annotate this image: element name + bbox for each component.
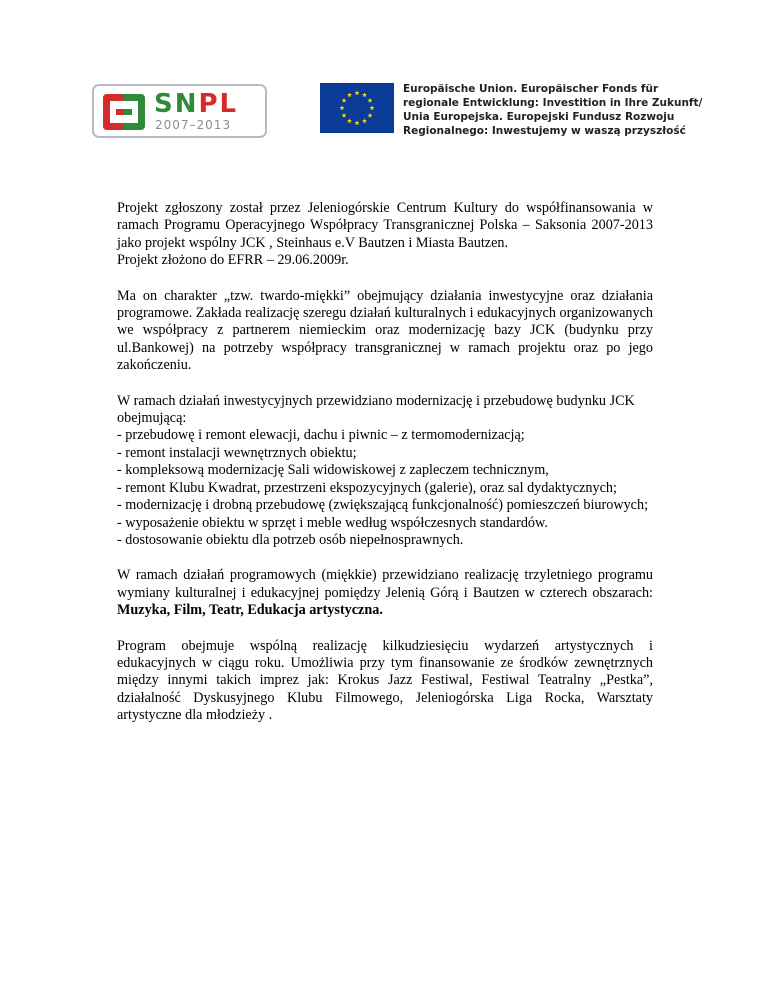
eu-star [342, 113, 347, 118]
eu-caption-line: Europäische Union. Europäischer Fonds für [403, 83, 659, 95]
text-line: między innymi takich imprez jak: Krokus Jazz Festiwal, Festiwal Teatralny „Pestka”, [117, 672, 653, 689]
paragraph-investment-actions [117, 393, 653, 550]
text-line: W ramach działań inwestycyjnych przewidziano modernizację i przebudowę budynku JCK [117, 392, 635, 409]
list-item: - wyposażenie obiektu w sprzęt i meble według współczesnych standardów. [117, 514, 548, 531]
text-line: we współpracy z partnerem niemieckim oraz modernizację bazy JCK (budynku przy [117, 322, 653, 339]
snpl-logo-text: SNPL [154, 89, 239, 119]
eu-caption-line: Regionalnego: Inwestujemy w waszą przyszłość [403, 125, 686, 137]
list-item: - remont Klubu Kwadrat, przestrzeni ekspozycyjnych (galerie), oraz sal dydaktycznych; [117, 479, 617, 496]
paragraph-project-submission [117, 200, 653, 270]
paragraph-program-actions [117, 567, 653, 619]
text-line: zakończeniu. [117, 357, 192, 374]
snpl-logo-years: 2007–2013 [155, 118, 232, 132]
document-body [117, 200, 653, 743]
paragraph-project-character [117, 288, 653, 375]
list-item: - przebudowę i remont elewacji, dachu i piwnic – z termomodernizacją; [117, 427, 525, 444]
program-areas: Muzyka, Film, Teatr, Edukacja artystyczna. [117, 602, 383, 619]
text-line: jako projekt wspólny JCK , Steinhaus e.V Bautzen i Miasta Bautzen. [117, 234, 509, 251]
list-item: - kompleksową modernizację Sali widowiskowej z zapleczem technicznym, [117, 462, 549, 479]
text-line: edukacyjnych w ciągu roku. Umożliwia przy tym finansowanie ze środków zewnętrznych [117, 654, 653, 671]
text-line: obejmującą: [117, 410, 187, 427]
eu-funding-caption [403, 82, 703, 138]
text-line: programowe. Zakłada realizację szeregu działań kulturalnych i edukacyjnych organizowanych [117, 305, 653, 322]
eu-flag-icon [320, 83, 394, 133]
eu-star [368, 113, 373, 118]
text-line: artystyczne dla młodzieży . [117, 707, 273, 724]
snpl-mark-icon [103, 94, 145, 130]
list-item: - dostosowanie obiektu dla potrzeb osób niepełnosprawnych. [117, 531, 464, 548]
text-line: W ramach działań programowych (miękkie) przewidziano realizację trzyletniego programu [117, 567, 653, 584]
eu-caption-line: regionale Entwicklung: Investition in Ihre Zukunft/ [403, 97, 703, 109]
list-item: - modernizację i drobną przebudowę (zwiększającą funkcjonalność) pomieszczeń biurowych; [117, 497, 649, 514]
paragraph-program-events [117, 638, 653, 725]
eu-star [355, 120, 360, 125]
text-line: ramach Programu Operacyjnego Współpracy Transgranicznej Polska – Saksonia 2007-2013 [117, 217, 653, 234]
eu-star [370, 105, 375, 110]
text-line: Projekt złożono do EFRR – 29.06.2009r. [117, 252, 349, 269]
text-line: ul.Bankowej) na potrzeby współpracy transgranicznej w ramach projektu oraz po jego [117, 339, 653, 356]
text-line: Program obejmuje wspólną realizację kilkudziesięciu wydarzeń artystycznych i [117, 637, 653, 654]
text-line: wymiany kulturalnej i edukacyjnej pomiędzy Jelenią Górą i Bautzen w czterech obszarach: [117, 584, 653, 601]
text-line: działalność Dyskusyjnego Klubu Filmowego, Jeleniogórska Liga Rocka, Warsztaty [117, 689, 653, 706]
eu-caption-line: Unia Europejska. Europejski Fundusz Rozwoju [403, 111, 675, 123]
snpl-logo [92, 84, 267, 138]
eu-star [347, 118, 352, 123]
eu-star [362, 118, 367, 123]
eu-star [347, 92, 352, 97]
eu-star [355, 90, 360, 95]
text-line: Projekt zgłoszony został przez Jeleniogórskie Centrum Kultury do współfinansowania w [117, 200, 653, 216]
eu-star [342, 98, 347, 103]
eu-star [368, 98, 373, 103]
list-item: - remont instalacji wewnętrznych obiektu; [117, 444, 357, 461]
text-line: Ma on charakter „tzw. twardo-miękki” obejmujący działania inwestycyjne oraz działania [117, 287, 653, 304]
eu-star [340, 105, 345, 110]
eu-star [362, 92, 367, 97]
